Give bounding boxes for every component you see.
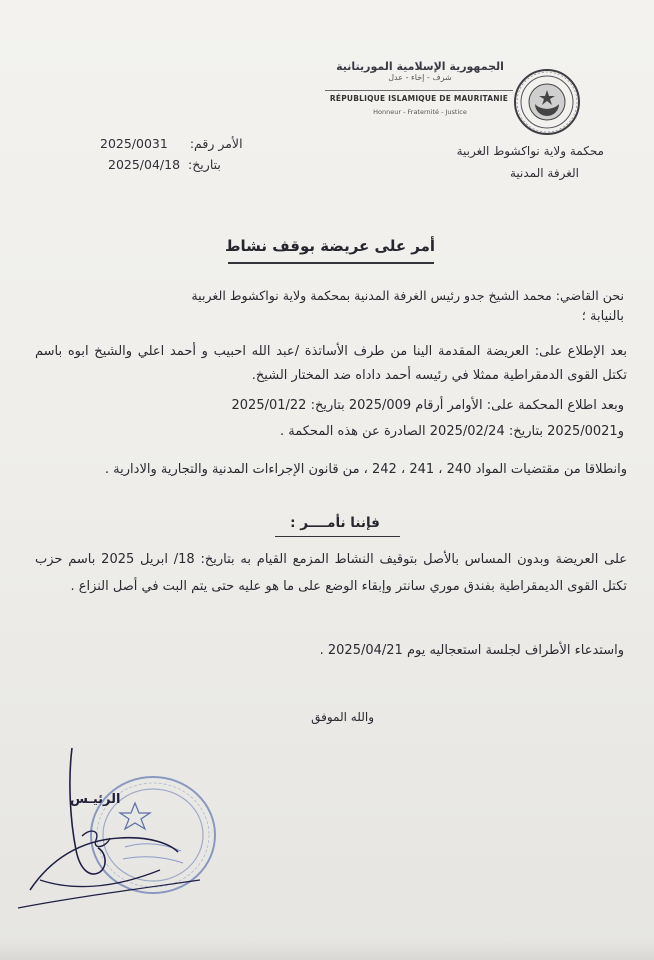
order-number-label: الأمر رقم:: [189, 136, 243, 151]
signature-title: الرئيـس: [70, 792, 121, 807]
order-date-label: بتاريخ:: [188, 157, 221, 172]
court-name: محكمة ولاية نواكشوط الغربية: [456, 144, 604, 158]
republic-name-french: RÉPUBLIQUE ISLAMIQUE DE MAURITANIE: [329, 94, 509, 103]
motto-french: Honneur - Fraternité - Justice: [373, 108, 467, 116]
prior-orders-line-1: وبعد اطلاع المحكمة على: الأوامر أرقام 2025/009 بتاريخ: 2025/01/22: [231, 398, 624, 413]
legal-basis-paragraph: وانطلاقا من مقتضيات المواد 240 ، 241 ، 242 ، من قانون الإجراءات المدنية والتجارية والادارية .: [104, 462, 627, 477]
prior-orders-line-2: و2025/0021 بتاريخ: 2025/02/24 الصادرة عن هذه المحكمة .: [280, 424, 624, 439]
ruling-heading: فإننا نأمــــر :: [290, 515, 380, 531]
ruling-paragraph: على العريضة وبدون المساس بالأصل بتوقيف النشاط المزمع القيام به بتاريخ: 18/ ابريل 2025 باسم حزب تكتل القوى الديمقراطية بفندق موري سانتر وإبقاء الوضع على ما هو عليه حتى يتم البت في أصل النزاع .: [35, 552, 628, 594]
summons-line: واستدعاء الأطراف لجلسة استعجاليه يوم 2025/04/21 .: [319, 643, 624, 658]
document-title: أمر على عريضة بوقف نشاط: [224, 237, 436, 255]
title-underline: [228, 262, 434, 264]
court-chamber: الغرفة المدنية: [509, 166, 579, 180]
order-number-value: 2025/0031: [100, 136, 168, 151]
ruling-heading-underline: [275, 536, 400, 537]
order-date-row: [108, 157, 221, 172]
republic-title-ar: الجمهورية الإسلامية الموريتانية: [336, 60, 504, 73]
page-edge-shadow: [0, 940, 654, 960]
national-emblem-icon: [513, 68, 581, 136]
order-date-value: 2025/04/18: [108, 157, 181, 172]
order-number-row: [100, 136, 243, 151]
closing-formula: والله الموفق: [311, 710, 374, 724]
review-paragraph: بعد الإطلاع على: العريضة المقدمة الينا من طرف الأساتذة /عبد الله احبيب و أحمد اعلي والشيخ ابوه باسم تكتل القوى الدمقراطية ممثلا في رئيسه أحمد داداه ضد المختار الشيخ.: [35, 344, 627, 383]
handwritten-signature-icon: [10, 740, 210, 920]
republic-name-arabic: [330, 60, 510, 82]
motto-ar: شرف - إخاء - عدل: [388, 73, 452, 82]
judge-line-continued: بالنيابة ؛: [581, 309, 624, 324]
header-divider: [325, 90, 513, 91]
judge-line: نحن القاضي: محمد الشيخ جدو رئيس الغرفة المدنية بمحكمة ولاية نواكشوط الغربية: [191, 288, 624, 303]
